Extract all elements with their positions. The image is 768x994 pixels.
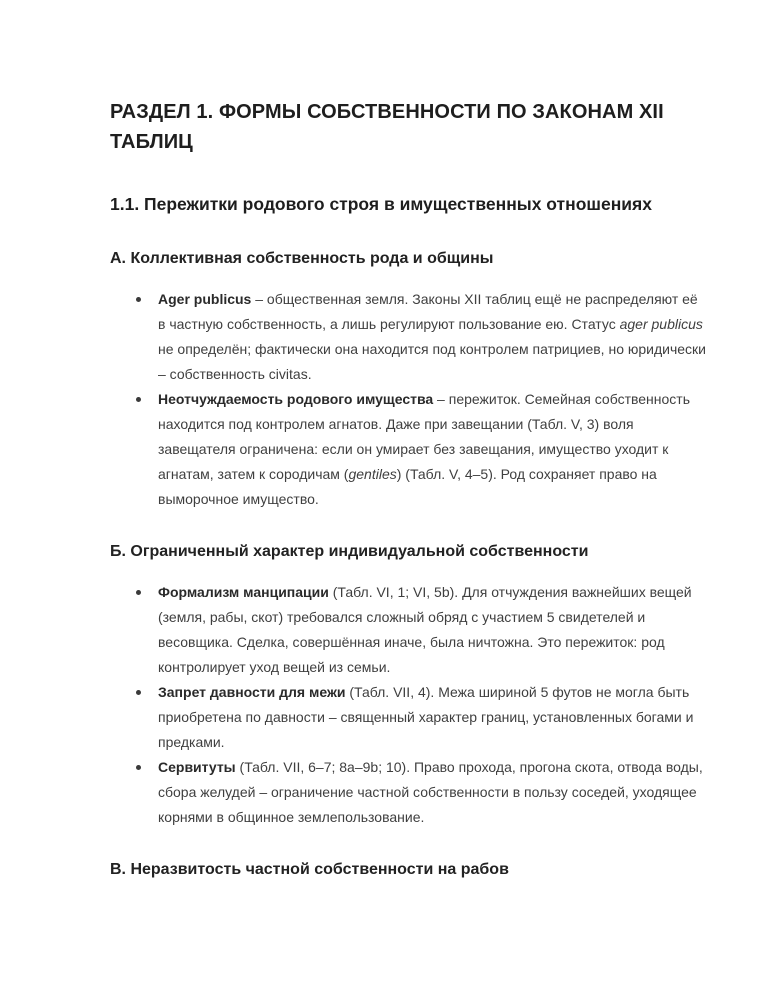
bold-text: Формализм манципации [158, 584, 329, 600]
bold-text: Ager publicus [158, 291, 252, 307]
list-item [110, 580, 706, 680]
bold-text: Сервитуты [158, 759, 236, 775]
italic-text: ager publicus [619, 316, 703, 332]
bullet-text [158, 584, 692, 675]
section-heading: В. Неразвитость частной собственности на рабов [110, 861, 509, 878]
bullet-list [110, 580, 706, 830]
bullet-marker-icon [136, 590, 141, 595]
bullet-list [110, 287, 706, 512]
plain-text: (Табл. VI, 1; VI, 5b). Для отчуждения важнейших вещей (земля, рабы, скот) требовался сложный обряд с участием 5 свидетелей и весовщика. Сделка, совершённая иначе, была ничтожна. Это пережиток: род контролирует уход вещей из семьи. [158, 584, 692, 675]
bold-text: Неотчуждаемость родового имущества [158, 391, 434, 407]
bullet-text [158, 291, 706, 382]
bold-text: Запрет давности для межи [158, 684, 346, 700]
plain-text: ) (Табл. V, 4–5). Род сохраняет право на выморочное имущество. [158, 466, 657, 507]
bullet-marker-icon [136, 297, 141, 302]
sections-container [110, 248, 706, 881]
document-subtitle: 1.1. Пережитки родового строя в имущественных отношениях [110, 194, 652, 214]
document-title: РАЗДЕЛ 1. ФОРМЫ СОБСТВЕННОСТИ ПО ЗАКОНАМ XII ТАБЛИЦ [110, 101, 664, 153]
plain-text: не определён; фактически она находится под контролем патрициев, но юридически – собственность civitas. [158, 341, 706, 382]
list-item [110, 287, 706, 387]
bullet-text [158, 684, 693, 750]
section-heading: Б. Ограниченный характер индивидуальной собственности [110, 543, 589, 560]
italic-text: gentiles [348, 466, 397, 482]
document-section [110, 541, 706, 830]
list-item [110, 755, 706, 830]
list-item [110, 680, 706, 755]
plain-text: – общественная земля. Законы XII таблиц ещё не распределяют её в частную собственность, а лишь регулируют пользование ею. Статус [158, 291, 698, 332]
plain-text: (Табл. VII, 4). Межа шириной 5 футов не могла быть приобретена по давности – священный характер границ, установленных богами и предками. [158, 684, 694, 750]
section-heading: А. Коллективная собственность рода и общины [110, 250, 494, 267]
list-item [110, 387, 706, 512]
document-section [110, 859, 706, 881]
document-section [110, 248, 706, 512]
bullet-marker-icon [136, 765, 141, 770]
bullet-marker-icon [136, 690, 141, 695]
plain-text: (Табл. VII, 6–7; 8a–9b; 10). Право прохода, прогона скота, отвода воды, сбора желудей – ограничение частной собственности в пользу соседей, уходящее корнями в общинное землепользование. [158, 759, 703, 825]
bullet-text [158, 391, 690, 507]
plain-text: – пережиток. Семейная собственность находится под контролем агнатов. Даже при завещании (Табл. V, 3) воля завещателя ограничена: если он умирает без завещания, имущество уходит к агнатам, затем к сородичам ( [158, 391, 691, 482]
bullet-marker-icon [136, 397, 141, 402]
bullet-text [158, 759, 703, 825]
